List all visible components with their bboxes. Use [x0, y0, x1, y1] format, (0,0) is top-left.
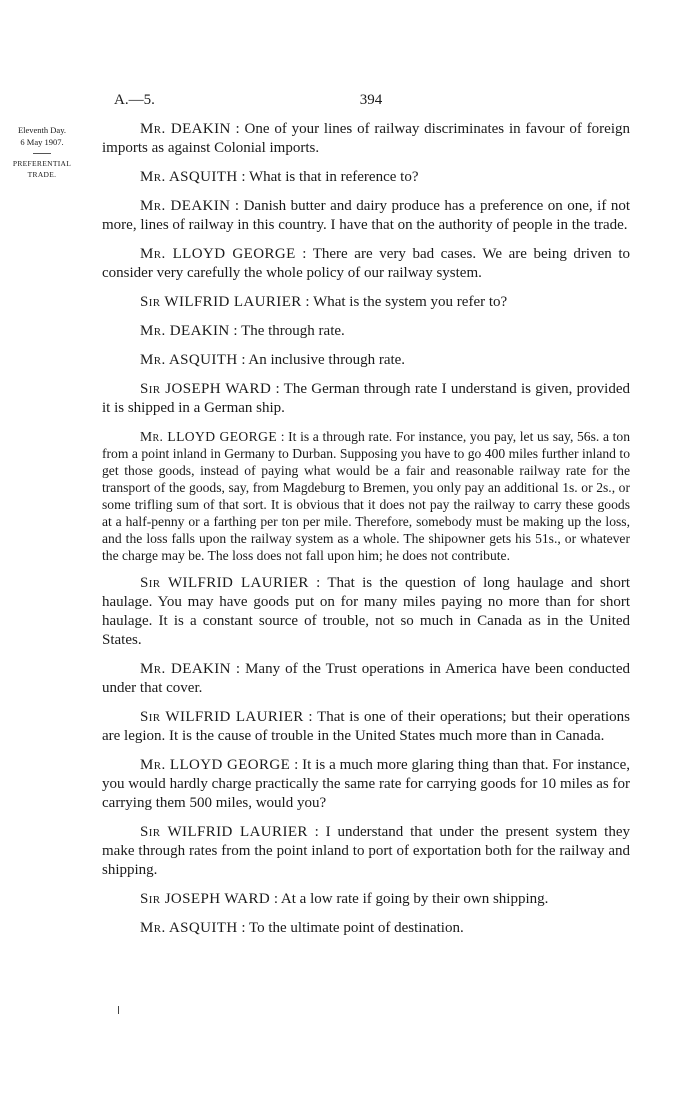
speaker-name: Mr. DEAKIN — [140, 323, 230, 339]
speech-text: : The German through rate I understand is given, provided it is shipped in a German ship. — [102, 381, 630, 416]
speaker-name: Sir WILFRID LAURIER — [140, 294, 302, 310]
speech-text: : What is that in reference to? — [241, 169, 419, 185]
speaker-name: Mr. ASQUITH — [140, 352, 238, 368]
transcript-body — [102, 120, 630, 948]
speech-text: : At a low rate if going by their own shipping. — [273, 891, 549, 907]
speech-text: : Many of the Trust operations in America have been conducted under that cover. — [102, 661, 630, 696]
speaker-name: Mr. LLOYD GEORGE — [140, 757, 291, 773]
speech-text: : There are very bad cases. We are being driven to consider very carefully the whole policy of our railway system. — [102, 246, 630, 281]
speaker-name: Mr. ASQUITH — [140, 169, 238, 185]
paragraph — [102, 322, 630, 341]
margin-note — [6, 124, 78, 180]
paragraph — [102, 660, 630, 698]
paragraph — [102, 245, 630, 283]
speech-text: : One of your lines of railway discriminates in favour of foreign imports as against Colonial imports. — [102, 121, 631, 156]
speaker-name: Mr. DEAKIN — [140, 661, 231, 677]
speaker-name: Sir WILFRID LAURIER — [140, 709, 304, 725]
speech-text: : That is one of their operations; but their operations are legion. It is the cause of trouble in the United States much more than in Canada. — [102, 709, 630, 744]
paragraph — [102, 168, 630, 187]
speech-text: : I understand that under the present system they make through rates from the point inland to port of exportation both for the railway and shipping. — [102, 824, 630, 878]
speaker-name: Sir WILFRID LAURIER — [140, 575, 309, 591]
margin-day: Eleventh Day. — [17, 125, 67, 135]
paragraph — [102, 293, 630, 312]
paragraph — [102, 708, 630, 746]
margin-date: 6 May 1907. — [20, 137, 64, 147]
speaker-name: Sir WILFRID LAURIER — [140, 824, 308, 840]
speaker-name: Mr. LLOYD GEORGE — [140, 429, 278, 444]
paragraph — [102, 756, 630, 813]
speech-text: : The through rate. — [233, 323, 345, 339]
page-header — [114, 92, 628, 110]
speech-text: : That is the question of long haulage and short haulage. You may have goods put on for many miles paying no more than for short haulage. It is a constant source of trouble, not so much in Canada as in the United States. — [102, 575, 630, 648]
paragraph — [102, 197, 630, 235]
speaker-name: Sir JOSEPH WARD — [140, 381, 272, 397]
paper-reference: A.—5. — [114, 92, 155, 108]
speaker-name: Mr. ASQUITH — [140, 920, 238, 936]
speech-text: : An inclusive through rate. — [241, 352, 406, 368]
page-number: 394 — [359, 92, 383, 108]
stray-print-mark — [118, 1006, 119, 1014]
paragraph — [102, 428, 630, 564]
paragraph — [102, 380, 630, 418]
paragraph — [102, 574, 630, 650]
speech-text: : To the ultimate point of destination. — [241, 920, 464, 936]
speaker-name: Mr. LLOYD GEORGE — [140, 246, 296, 262]
margin-topic-line2: TRADE. — [27, 170, 57, 179]
paragraph — [102, 890, 630, 909]
speech-text: : Danish butter and dairy produce has a preference on one, if not more, lines of railway in this country. I have that on the authority of people in the trade. — [102, 198, 630, 233]
paragraph — [102, 351, 630, 370]
margin-topic-line1: PREFERENTIAL — [12, 159, 72, 168]
speaker-name: Mr. DEAKIN — [140, 121, 231, 137]
margin-divider — [33, 153, 51, 154]
speech-text: : What is the system you refer to? — [305, 294, 508, 310]
speaker-name: Mr. DEAKIN — [140, 198, 231, 214]
paragraph — [102, 120, 630, 158]
speech-text: : It is a through rate. For instance, you pay, let us say, 56s. a ton from a point inland in Germany to Durban. Supposing you have to go 400 miles further inland to get those goods, instead of paying what would be a fair and reasonable railway rate for the transport of the goods, say, from Magdeburg to Bremen, you only pay an additional 1s. or 2s., or some trifling sum of that sort. It is obvious that it does not pay the railway to carry these goods at a half-penny or a farthing per ton per mile. Therefore, somebody must be making up the loss, and the loss falls upon the railway system as a whole. The shipowner gets his 51s., or whatever the charge may be. The loss does not fall upon him; he does not contribute. — [102, 429, 630, 563]
paragraph — [102, 823, 630, 880]
speaker-name: Sir JOSEPH WARD — [140, 891, 271, 907]
paragraph — [102, 919, 630, 938]
speech-text: : It is a much more glaring thing than that. For instance, you would hardly charge practically the same rate for carrying goods for 10 miles as for carrying them 500 miles, would you? — [102, 757, 630, 811]
